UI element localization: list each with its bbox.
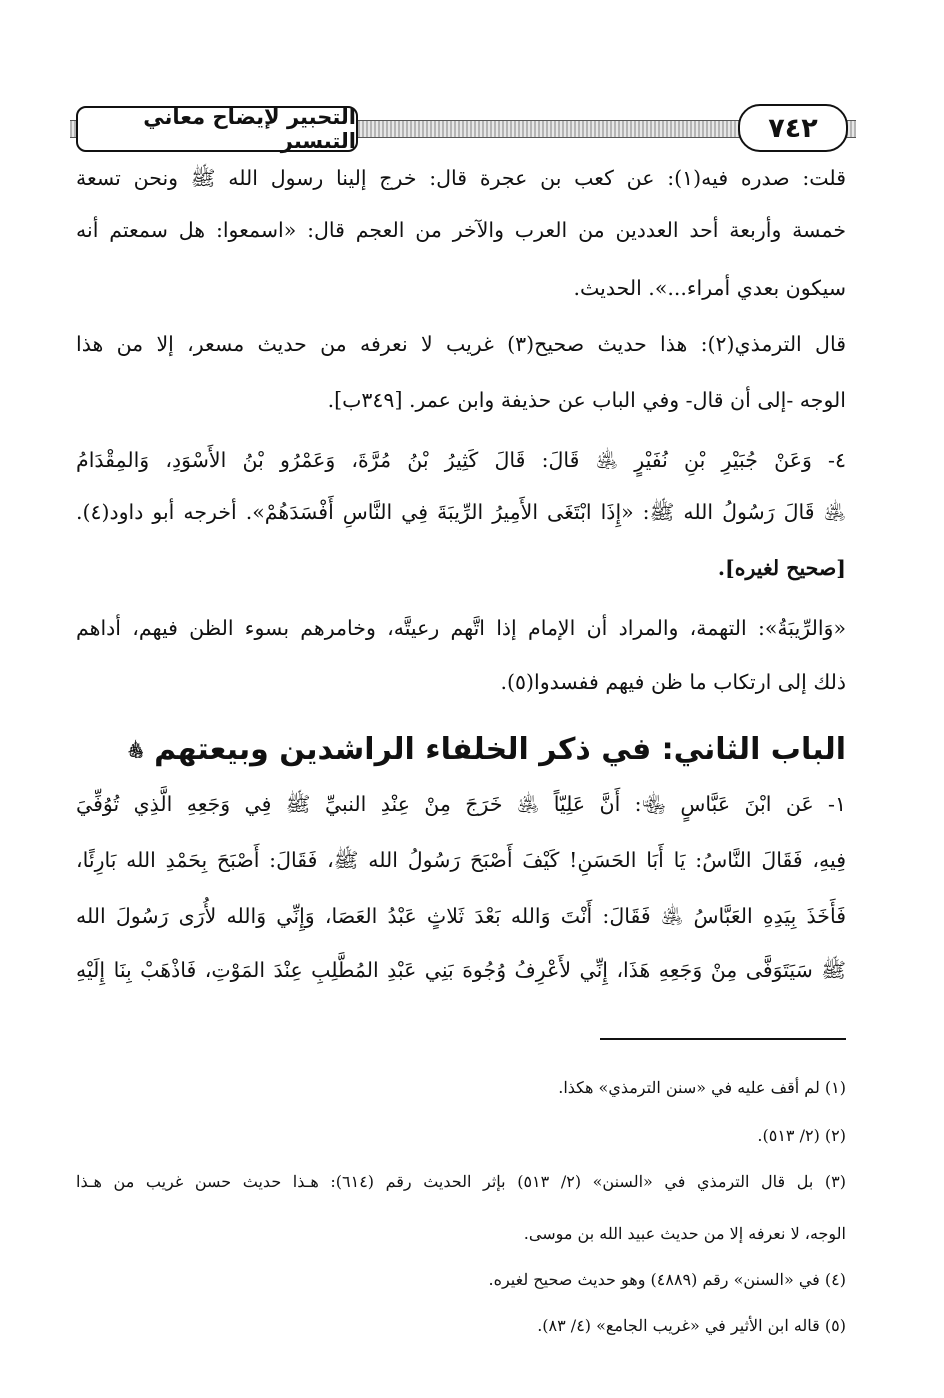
footnote-4: (٤) في «السنن» رقم (٤٨٨٩) وهو حديث صحيح لغيره.	[488, 1270, 846, 1289]
chapter-heading-text: الباب الثاني: في ذكر الخلفاء الراشدين وبيعتهم	[154, 732, 846, 767]
hadith-4-line-2: ﵁ قَالَ رَسُولُ الله ﷺ: «إِذَا ابْتَغَى الأَمِيرُ الرِّيبَةَ فِي النَّاسِ أَفْسَدَهُمْ». أخرجه أبو داود(٤).	[76, 500, 846, 524]
footnote-5: (٥) قاله ابن الأثير في «غريب الجامع» (٤/ ٨٣).	[537, 1316, 846, 1335]
honorific-glyph: ﵃	[127, 741, 144, 760]
footnote-separator	[600, 1038, 846, 1040]
paragraph-1-line-1: قلت: صدره فيه(١): عن كعب بن عجرة قال: خرج إلينا رسول الله ﷺ ونحن تسعة	[76, 166, 847, 190]
paragraph-2-line-2: الوجه -إلى أن قال- وفي الباب عن حذيفة وابن عمر. [٣٤٩ب].	[327, 388, 846, 412]
footnote-2: (٢) (٢/ ٥١٣).	[757, 1126, 846, 1145]
hadith-1-line-2: فِيهِ، فَقَالَ النَّاسُ: يَا أَبَا الحَسَنِ! كَيْفَ أَصْبَحَ رَسُولُ الله ﷺ، فَقَالَ: أَصْبَحَ بِحَمْدِ الله بَارِئًا،	[76, 848, 846, 872]
page-number: ٧٤٢	[738, 104, 848, 152]
paragraph-2-line-1: قال الترمذي(٢): هذا حديث صحيح(٣) غريب لا نعرفه من حديث مسعر، إلا من هذا	[76, 332, 846, 356]
paragraph-1-line-3: سيكون بعدي أمراء...». الحديث.	[573, 276, 846, 300]
book-title: التحبير لإيضاح معاني التيسير	[143, 105, 356, 153]
book-title-box	[76, 106, 358, 152]
paragraph-4-line-1: «وَالرِّيبَةُ»: التهمة، والمراد أن الإمام إذا اتَّهم رعيتَّه، وخامرهم بسوء الظن فيهم، أداهم	[76, 616, 846, 640]
footnote-3-line-2: الوجه، لا نعرفه إلا من حديث عبيد الله بن موسى.	[523, 1224, 846, 1243]
hadith-4-line-1: ٤- وَعَنْ جُبَيْرِ بْنِ نُفَيْرٍ ﵁ قَالَ: قَالَ كَثِيرُ بْنُ مُرَّةَ، وَعَمْرُو بْنُ الأَسْوَدِ، وَالمِقْدَامُ	[76, 448, 846, 472]
hadith-1-line-3: فَأَخَذَ بِيَدِهِ العَبَّاسُ ﵁ فَقَالَ: أَنْتَ وَالله بَعْدَ ثَلاثٍ عَبْدُ العَصَا، وَإِنِّي وَالله لأُرَى رَسُولَ الله	[76, 904, 846, 928]
running-header	[70, 98, 856, 158]
paragraph-1-line-2: خمسة وأربعة أحد العددين من العرب والآخر من العجم قال: «اسمعوا: هل سمعتم أنه	[76, 218, 846, 242]
hadith-1-line-4: ﷺ سَيَتَوَفَّى مِنْ وَجَعِهِ هَذَا، إِنِّي لأَعْرِفُ وُجُوهَ بَنِي عَبْدِ المُطَّلِبِ عِنْدَ المَوْتِ، فَاذْهَبْ بِنَا إِلَيْهِ	[76, 958, 846, 982]
hadith-1-line-1: ١- عَن ابْنَ عَبَّاسٍ ﵄: أَنَّ عَلِيّاً ﵁ خَرَجَ مِنْ عِنْدِ النبيِّ ﷺ فِي وَجَعِهِ الَّذِي تُوُفِّيَ	[76, 792, 846, 816]
paragraph-4-line-2: ذلك إلى ارتكاب ما ظن فيهم ففسدوا(٥).	[500, 670, 846, 694]
chapter-heading	[100, 722, 846, 778]
hadith-4-grading: [صحيح لغيره].	[717, 556, 846, 580]
footnote-3-line-1: (٣) بل قال الترمذي في «السنن» (٢/ ٥١٣) بإثر الحديث رقم (٦١٤): هـذا حديث حسن غريب من هـذا	[76, 1172, 847, 1191]
footnote-1: (١) لم أقف عليه في «سنن الترمذي» هكذا.	[558, 1078, 846, 1097]
